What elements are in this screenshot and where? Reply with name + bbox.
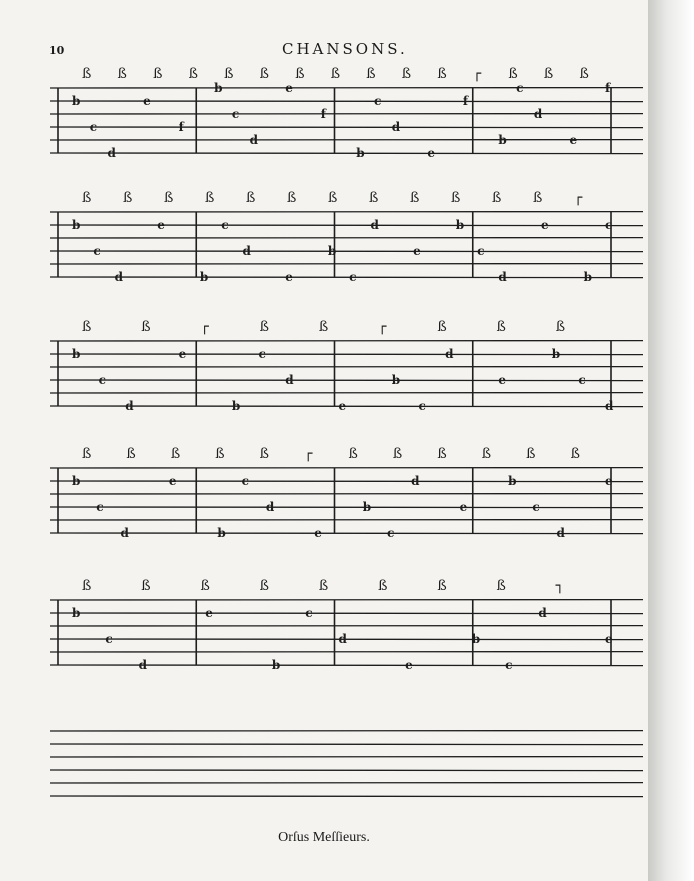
tab-letter: e xyxy=(285,270,293,284)
tab-letter: f xyxy=(605,81,611,95)
tab-letter: c xyxy=(231,107,240,121)
tab-letter: c xyxy=(105,632,113,646)
tab-letter: c xyxy=(349,270,357,284)
tab-letter: e xyxy=(205,606,213,620)
tab-letter: e xyxy=(338,399,347,413)
tab-letter: c xyxy=(241,474,249,488)
tab-letter: e xyxy=(285,81,293,95)
tab-letter: c xyxy=(221,218,229,232)
tab-letter: c xyxy=(532,500,540,514)
tab-letter: d xyxy=(120,526,129,540)
rhythm-flag: ß xyxy=(287,190,297,206)
rhythm-flag: ß xyxy=(579,66,589,82)
tab-letter: d xyxy=(338,632,347,646)
rhythm-flag: ß xyxy=(369,190,379,206)
rhythm-flag: ß xyxy=(215,446,225,462)
rhythm-flag: ß xyxy=(526,446,536,462)
staff-line xyxy=(50,770,643,771)
tab-letter: b xyxy=(72,347,81,361)
tab-letter: f xyxy=(320,107,326,121)
rhythm-flag: ß xyxy=(318,319,329,335)
tab-letter: e xyxy=(605,632,613,646)
rhythm-flag: ß xyxy=(123,190,133,206)
rhythm-flag: ß xyxy=(570,446,580,462)
tab-letter: c xyxy=(386,526,395,540)
rhythm-flag: ß xyxy=(533,190,543,206)
rhythm-flag: ß xyxy=(246,190,256,206)
tab-letter: c xyxy=(305,606,313,620)
tab-letter: d xyxy=(242,244,251,258)
staff-line xyxy=(50,225,643,226)
rhythm-flag: ß xyxy=(366,66,376,82)
staff-line xyxy=(50,481,643,482)
tab-letter: b xyxy=(455,218,465,232)
tab-letter: e xyxy=(541,218,549,232)
tab-letter: d xyxy=(391,120,401,134)
tab-letter: e xyxy=(157,218,165,232)
rhythm-flag: ß xyxy=(496,319,506,335)
tab-letter: b xyxy=(583,270,593,284)
rhythm-flag: ß xyxy=(437,446,447,462)
tab-letter: d xyxy=(107,146,116,160)
rhythm-flag: ß xyxy=(259,319,270,335)
tab-letter: b xyxy=(199,270,209,284)
rhythm-flag: ß xyxy=(200,578,210,594)
tab-letter: b xyxy=(72,94,81,108)
rhythm-flag: ß xyxy=(437,66,447,82)
rhythm-flag: ß xyxy=(378,578,388,594)
running-title: CHANSONS. xyxy=(282,40,408,58)
tab-letter: b xyxy=(72,474,81,488)
tab-letter: c xyxy=(516,81,524,95)
rhythm-flag: ß xyxy=(153,66,163,82)
rhythm-flag: ß xyxy=(451,190,461,206)
rhythm-flag: ß xyxy=(82,66,92,82)
staff-line xyxy=(50,533,643,534)
rhythm-flag: ß xyxy=(328,190,338,206)
page-edge-shadow xyxy=(648,0,694,881)
rhythm-flag: ┌ xyxy=(200,319,209,335)
tab-letter: e xyxy=(427,146,435,160)
staff-line xyxy=(50,277,643,278)
tab-letter: b xyxy=(214,81,223,95)
tab-letter: d xyxy=(556,526,565,540)
rhythm-flag: ß xyxy=(141,578,151,594)
tab-letter: e xyxy=(459,500,468,514)
tab-letter: b xyxy=(471,632,481,646)
tab-letter: b xyxy=(508,474,517,488)
page-number: 10 xyxy=(49,44,65,57)
tab-letter: b xyxy=(72,606,81,620)
tab-letter: d xyxy=(265,500,275,514)
tab-letter: b xyxy=(72,218,81,232)
rhythm-flag: ┌ xyxy=(304,446,313,462)
tab-letter: f xyxy=(462,94,469,108)
tab-letter: c xyxy=(89,120,98,134)
tab-letter: d xyxy=(533,107,543,121)
rhythm-flag: ß xyxy=(437,578,447,594)
tab-letter: c xyxy=(93,244,101,258)
staff-line xyxy=(50,507,643,508)
tab-letter: d xyxy=(538,606,547,620)
rhythm-flag: ß xyxy=(295,66,305,82)
tab-letter: b xyxy=(356,146,365,160)
tab-letter: b xyxy=(271,658,281,672)
tab-letter: e xyxy=(569,133,578,147)
tab-letter: e xyxy=(413,244,421,258)
rhythm-flag: ß xyxy=(141,319,151,335)
staff-line xyxy=(50,153,643,154)
page-caption: Orſus Meſſieurs. xyxy=(278,830,370,845)
tab-letter: c xyxy=(418,399,426,413)
tab-letter: e xyxy=(405,658,413,672)
tab-letter: e xyxy=(178,347,187,361)
rhythm-flag: ß xyxy=(170,446,181,462)
tab-letter: b xyxy=(551,347,561,361)
rhythm-flag: ß xyxy=(318,578,329,594)
rhythm-flag: ß xyxy=(481,446,492,462)
tab-letter: c xyxy=(578,373,586,387)
rhythm-flag: ß xyxy=(224,66,234,82)
tab-letter: b xyxy=(217,526,226,540)
rhythm-flag: ß xyxy=(401,66,412,82)
rhythm-flag: ß xyxy=(330,66,341,82)
rhythm-flag: ß xyxy=(205,190,215,206)
staff-line xyxy=(50,406,643,407)
tab-letter: b xyxy=(327,244,337,258)
rhythm-flag: ß xyxy=(437,319,447,335)
rhythm-flag: ß xyxy=(82,446,92,462)
rhythm-flag: ß xyxy=(188,66,198,82)
tab-letter: c xyxy=(96,500,104,514)
tab-letter: d xyxy=(249,133,259,147)
tab-letter: b xyxy=(231,399,241,413)
tab-letter: e xyxy=(498,373,507,387)
tab-letter: b xyxy=(498,133,507,147)
staff-line xyxy=(50,380,643,381)
tab-letter: d xyxy=(411,474,420,488)
staff-line xyxy=(50,744,643,745)
rhythm-flag: ß xyxy=(126,446,136,462)
tab-letter: d xyxy=(370,218,379,232)
tab-letter: c xyxy=(477,244,485,258)
rhythm-flag: ß xyxy=(259,446,270,462)
tab-letter: e xyxy=(168,474,177,488)
tab-letter: d xyxy=(114,270,124,284)
tab-letter: e xyxy=(143,94,151,108)
tab-letter: b xyxy=(362,500,372,514)
rhythm-flag: ß xyxy=(392,446,403,462)
tab-letter: c xyxy=(505,658,513,672)
rhythm-flag: ß xyxy=(348,446,358,462)
rhythm-flag: ß xyxy=(555,319,566,335)
rhythm-flag: ß xyxy=(82,319,92,335)
tab-letter: d xyxy=(125,399,134,413)
staff-line xyxy=(50,613,643,614)
tab-letter: c xyxy=(98,373,106,387)
rhythm-flag: ┌ xyxy=(472,66,482,82)
rhythm-flag: ß xyxy=(259,578,270,594)
tab-letter: d xyxy=(605,399,614,413)
rhythm-flag: ß xyxy=(117,66,127,82)
staff-line xyxy=(50,101,643,102)
tab-letter: f xyxy=(178,120,184,134)
tab-letter: b xyxy=(391,373,401,387)
rhythm-flag: ß xyxy=(410,190,420,206)
tab-letter: e xyxy=(605,474,613,488)
rhythm-flag: ß xyxy=(82,190,92,206)
rhythm-flag: ß xyxy=(508,66,518,82)
rhythm-flag: ß xyxy=(496,578,506,594)
tab-letter: c xyxy=(258,347,266,361)
tab-letter: e xyxy=(314,526,322,540)
staff-line xyxy=(50,127,643,128)
tab-letter: c xyxy=(374,94,382,108)
rhythm-flag: ß xyxy=(164,190,174,206)
staff-line xyxy=(50,796,643,797)
tab-letter: d xyxy=(445,347,454,361)
tab-letter: d xyxy=(138,658,148,672)
rhythm-flag: ß xyxy=(543,66,554,82)
rhythm-flag: ┌ xyxy=(378,319,387,335)
tab-letter: c xyxy=(605,218,613,232)
rhythm-flag: ┐ xyxy=(555,578,565,594)
staff-line xyxy=(50,251,643,252)
tab-letter: d xyxy=(498,270,507,284)
tab-letter: d xyxy=(285,373,294,387)
rhythm-flag: ß xyxy=(259,66,270,82)
rhythm-flag: ß xyxy=(492,190,502,206)
rhythm-flag: ┌ xyxy=(574,190,583,206)
rhythm-flag: ß xyxy=(82,578,92,594)
